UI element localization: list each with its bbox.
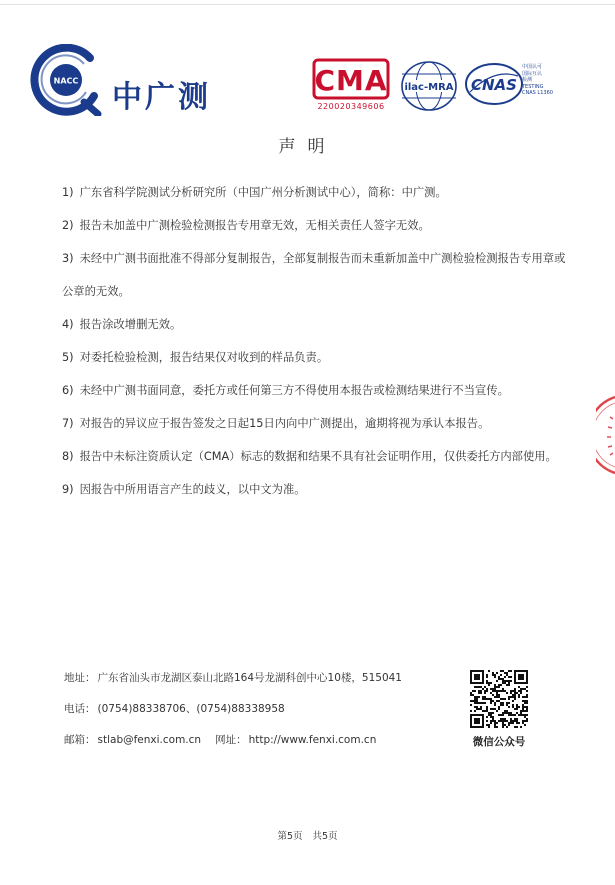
web-label: 网址： <box>215 734 247 746</box>
logo-badge-text: NACC <box>53 76 79 86</box>
ilac-mra-mark <box>400 60 458 112</box>
list-item <box>62 341 572 374</box>
cnas-side-line: TESTING <box>522 83 544 90</box>
item-text: 未经中广测书面同意，委托方或任何第三方不得使用本报告或检测结果进行不当宣传。 <box>79 384 509 397</box>
top-rule <box>0 4 615 5</box>
cma-number: 220020349606 <box>317 102 385 111</box>
item-text: 广东省科学院测试分析研究所（中国广州分析测试中心），简称：中广测。 <box>79 186 447 199</box>
email-web-row <box>64 730 444 761</box>
nacc-ring-icon <box>28 44 112 116</box>
cnas-side-line: 中国认可 <box>522 64 543 70</box>
qr-code-icon <box>470 670 528 728</box>
seal-stamp-edge <box>596 395 615 475</box>
logo-text: 中广测 <box>112 80 211 115</box>
item-text: 报告中未标注资质认定（CMA）标志的数据和结果不具有社会证明作用，仅供委托方内部使用。 <box>79 450 557 463</box>
seal-icon <box>596 395 615 475</box>
phone-row <box>64 699 444 730</box>
item-number: 8) <box>62 450 74 463</box>
address-row <box>64 668 444 699</box>
cnas-icon <box>464 62 524 106</box>
list-item <box>62 176 572 209</box>
phone-label: 电话： <box>64 703 96 715</box>
list-item <box>62 473 572 506</box>
address-label: 地址： <box>64 672 96 684</box>
email-value: stlab@fenxi.com.cn <box>97 734 202 746</box>
cma-mark-text: CMA <box>314 64 388 97</box>
list-item <box>62 242 572 308</box>
cnas-side-line: 检测 <box>522 77 533 83</box>
cnas-side-text <box>522 64 582 97</box>
item-number: 3) <box>62 252 74 265</box>
nacc-logo <box>28 44 228 116</box>
cnas-side-line: 国际互认 <box>522 70 543 77</box>
item-number: 2) <box>62 219 74 232</box>
cma-icon <box>312 58 390 102</box>
qr-caption: 微信公众号 <box>472 736 526 748</box>
page-number <box>0 828 615 842</box>
item-number: 7) <box>62 417 74 430</box>
page-total: 共5页 <box>312 831 338 842</box>
ilac-mra-text: ilac-MRA <box>404 82 454 93</box>
list-item <box>62 209 572 242</box>
list-item <box>62 374 572 407</box>
declaration-list <box>62 176 572 506</box>
email-label: 邮箱： <box>64 734 96 746</box>
web-value: http://www.fenxi.com.cn <box>248 734 377 746</box>
qr-code <box>470 670 528 728</box>
item-number: 4) <box>62 318 74 331</box>
globe-icon <box>400 60 458 112</box>
item-number: 1) <box>62 186 74 199</box>
item-text: 报告涂改增删无效。 <box>79 318 182 331</box>
list-item <box>62 407 572 440</box>
page-current: 第5页 <box>277 831 303 842</box>
item-text: 未经中广测书面批准不得部分复制报告，全部复制报告而未重新加盖中广测检验检测报告专用章或公章的无效。 <box>62 252 566 298</box>
cnas-mark <box>464 62 524 106</box>
list-item <box>62 440 572 473</box>
phone-value: (0754)88338706、(0754)88338958 <box>97 703 285 715</box>
item-number: 9) <box>62 483 74 496</box>
item-text: 对委托检验检测，报告结果仅对收到的样品负责。 <box>79 351 329 364</box>
page-title: 声明 <box>278 137 337 157</box>
item-text: 因报告中所用语言产生的歧义，以中文为准。 <box>79 483 306 496</box>
cnas-mark-text: CNAS <box>471 76 517 94</box>
item-number: 5) <box>62 351 74 364</box>
list-item <box>62 308 572 341</box>
cnas-side-line: CNAS L1360 <box>522 90 553 96</box>
cma-mark <box>312 58 390 114</box>
contact-info <box>64 668 444 761</box>
item-number: 6) <box>62 384 74 397</box>
address-value: 广东省汕头市龙湖区泰山北路164号龙湖科创中心10楼，515041 <box>97 672 402 684</box>
item-text: 对报告的异议应于报告签发之日起15日内向中广测提出，逾期将视为承认本报告。 <box>79 417 490 430</box>
item-text: 报告未加盖中广测检验检测报告专用章无效，无相关责任人签字无效。 <box>79 219 430 232</box>
